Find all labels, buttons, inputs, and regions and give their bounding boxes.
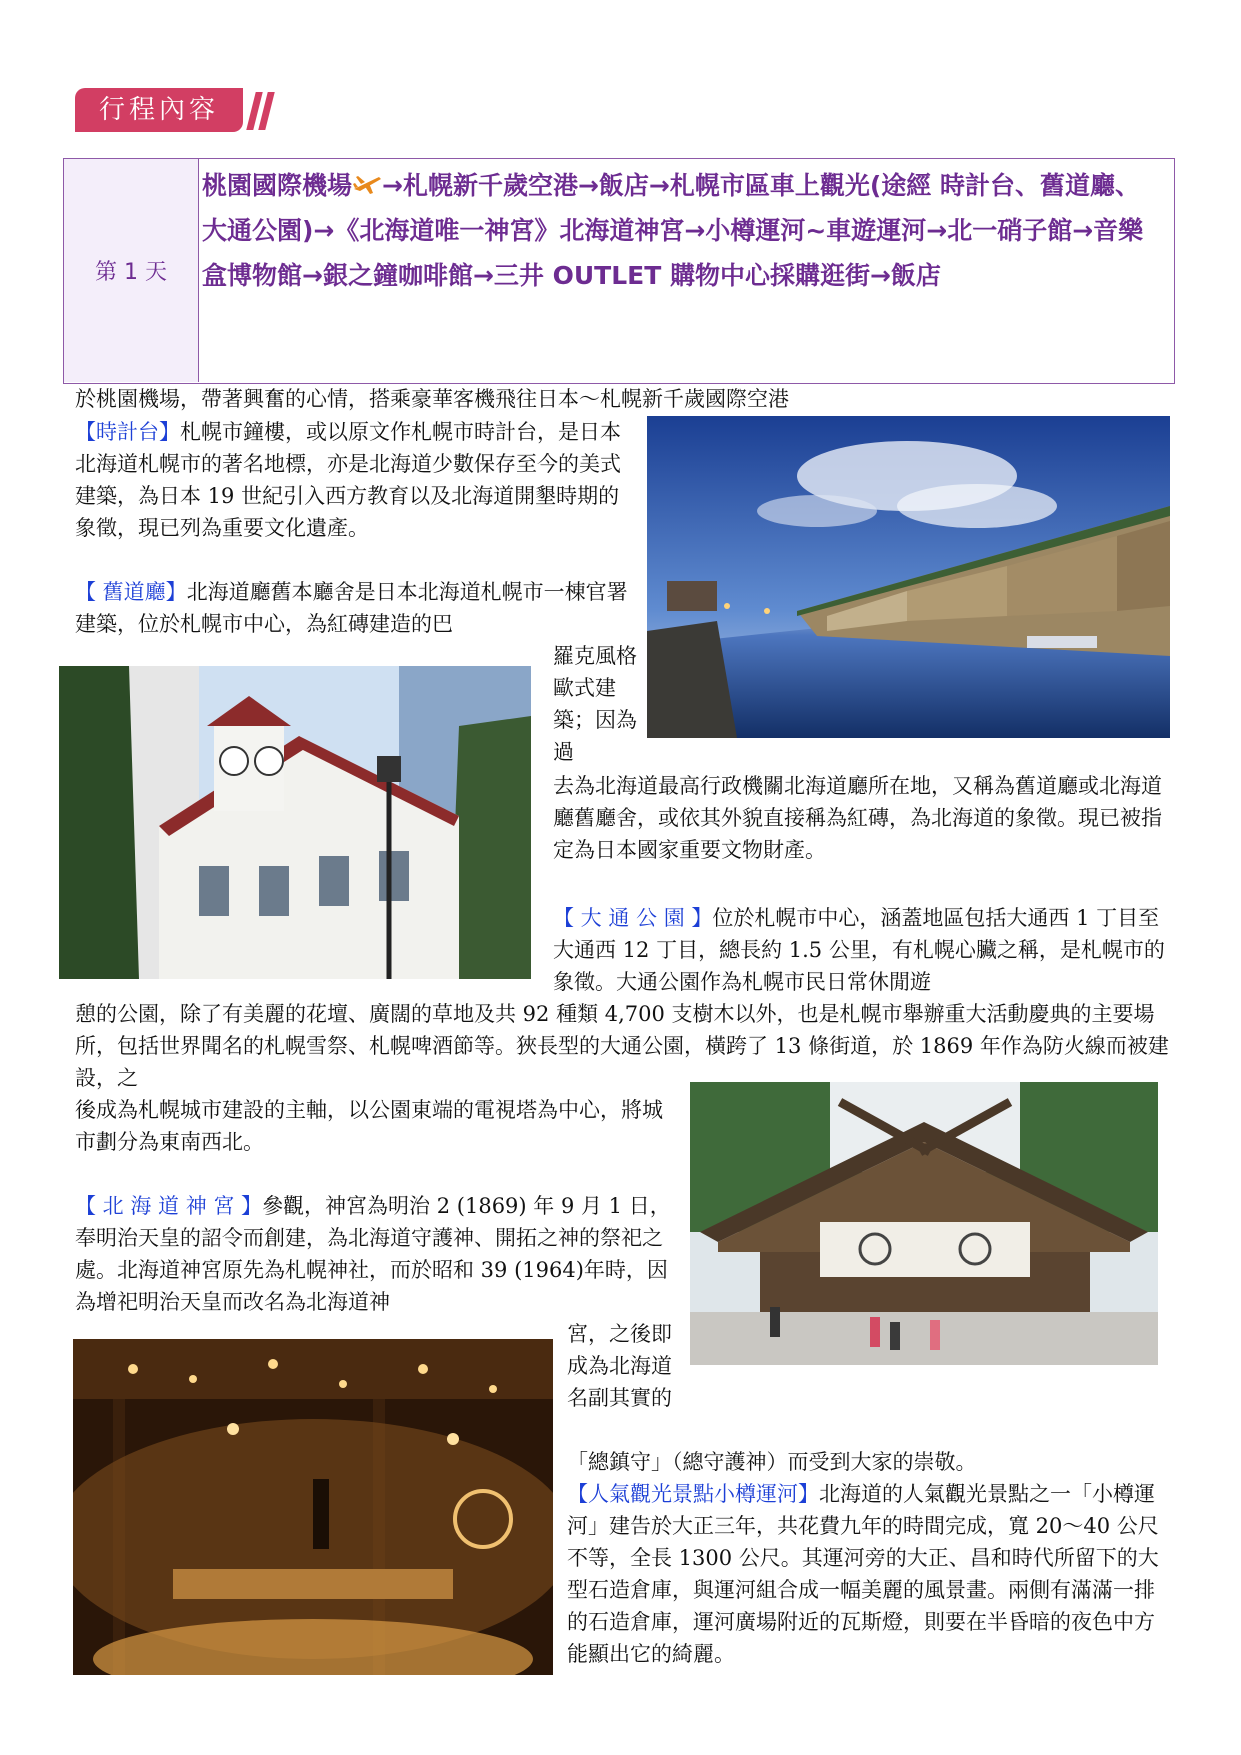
otaru-title: 【人氣觀光景點小樽運河】 xyxy=(567,1482,819,1506)
section-title: 行程內容 xyxy=(75,88,243,132)
route-rest: →札幌新千歲空港→飯店→札幌市區車上觀光(途經 時計台、舊道廳、大通公園)→《北海道唯一神宮》北海道神宮→小樽運河~車遊運河→北一硝子館→音樂盒博物館→銀之鐘咖啡館→三井 OUTLET 購物中心採購逛街→飯店 xyxy=(202,171,1144,290)
airplane-icon xyxy=(352,173,382,197)
otaru-paragraph xyxy=(567,1478,1175,1670)
day-label: 第 1 天 xyxy=(64,159,199,382)
hokkaido-shrine-photo xyxy=(690,1082,1158,1365)
odori-text-a: 位於札幌市中心，涵蓋地區包括大通西 1 丁目至大通西 12 丁目，總長約 1.5 公里，有札幌心臟之稱，是札幌市的象徵。大通公園作為札幌市民日常休閒遊 xyxy=(553,906,1165,994)
route-start: 桃園國際機場 xyxy=(202,171,353,200)
clock-tower-title: 【時計台】 xyxy=(75,420,180,444)
odori-title: 【 大 通 公 園 】 xyxy=(553,906,713,930)
music-box-museum-photo xyxy=(73,1339,553,1675)
intro-text: 於桃園機場，帶著興奮的心情，搭乘豪華客機飛往日本～札幌新千歲國際空港 xyxy=(75,387,789,411)
shrine-text-b: 宮，之後即成為北海道名副其實的 xyxy=(567,1322,672,1410)
itinerary-table xyxy=(63,158,1175,384)
old-gov-title: 【 舊道廳】 xyxy=(75,580,187,604)
odori-paragraph xyxy=(553,902,1165,998)
otaru-canal-photo xyxy=(647,416,1170,738)
shrine-text-c: 「總鎮守」（總守護神）而受到大家的崇敬。 xyxy=(567,1450,977,1474)
clock-tower-paragraph xyxy=(75,416,635,544)
shrine-text-a: 參觀，神宮為明治 2 (1869) 年 9 月 1 日，奉明治天皇的詔令而創建，為北海道守護神、開拓之神的祭祀之處。北海道神宮原先為札幌神社，而於昭和 39 (1964)年時，因為增祀明治天皇而改名為北海道神 xyxy=(75,1194,671,1314)
otaru-text: 北海道的人氣觀光景點之一「小樽運河」建告於大正三年，共花費九年的時間完成，寬 20～40 公尺不等，全長 1300 公尺。其運河旁的大正、昌和時代所留下的大型石造倉庫，與運河組合成一幅美麗的風景畫。兩側有滿滿一排的石造倉庫，運河廣場附近的瓦斯燈，則要在半昏暗的夜色中方能顯出它的綺麗。 xyxy=(567,1482,1159,1666)
clock-tower-photo xyxy=(59,666,531,979)
route-description xyxy=(202,163,1164,298)
shrine-paragraph xyxy=(75,1190,675,1318)
shrine-title: 【 北 海 道 神 宮 】 xyxy=(75,1194,263,1218)
old-gov-paragraph xyxy=(75,576,635,640)
clock-tower-text: 札幌市鐘樓，或以原文作札幌市時計台，是日本北海道札幌市的著名地標，亦是北海道少數保存至今的美式建築，為日本 19 世紀引入西方教育以及北海道開墾時期的象徵，現已列為重要文化遺產。 xyxy=(75,420,621,540)
old-gov-text-b: 羅克風格歐式建築；因為過 xyxy=(553,644,637,764)
old-gov-text-c: 去為北海道最高行政機關北海道廳所在地，又稱為舊道廳或北海道廳舊廳舍，或依其外貌直接稱為紅磚，為北海道的象徵。現已被指定為日本國家重要文物財產。 xyxy=(553,774,1162,862)
odori-text-c: 後成為札幌城市建設的主軸，以公園東端的電視塔為中心，將城市劃分為東南西北。 xyxy=(75,1098,663,1154)
old-gov-text-a: 北海道廳舊本廳舍是日本北海道札幌市一棟官署建築，位於札幌市中心，為紅磚建造的巴 xyxy=(75,580,628,636)
odori-text-b: 憩的公園，除了有美麗的花壇、廣闊的草地及共 92 種類 4,700 支樹木以外，也是札幌市舉辦重大活動慶典的主要場所，包括世界聞名的札幌雪祭、札幌啤酒節等。狹長型的大通公園，橫跨了 13 條街道，於 1869 年作為防火線而被建設，之 xyxy=(75,1002,1169,1090)
